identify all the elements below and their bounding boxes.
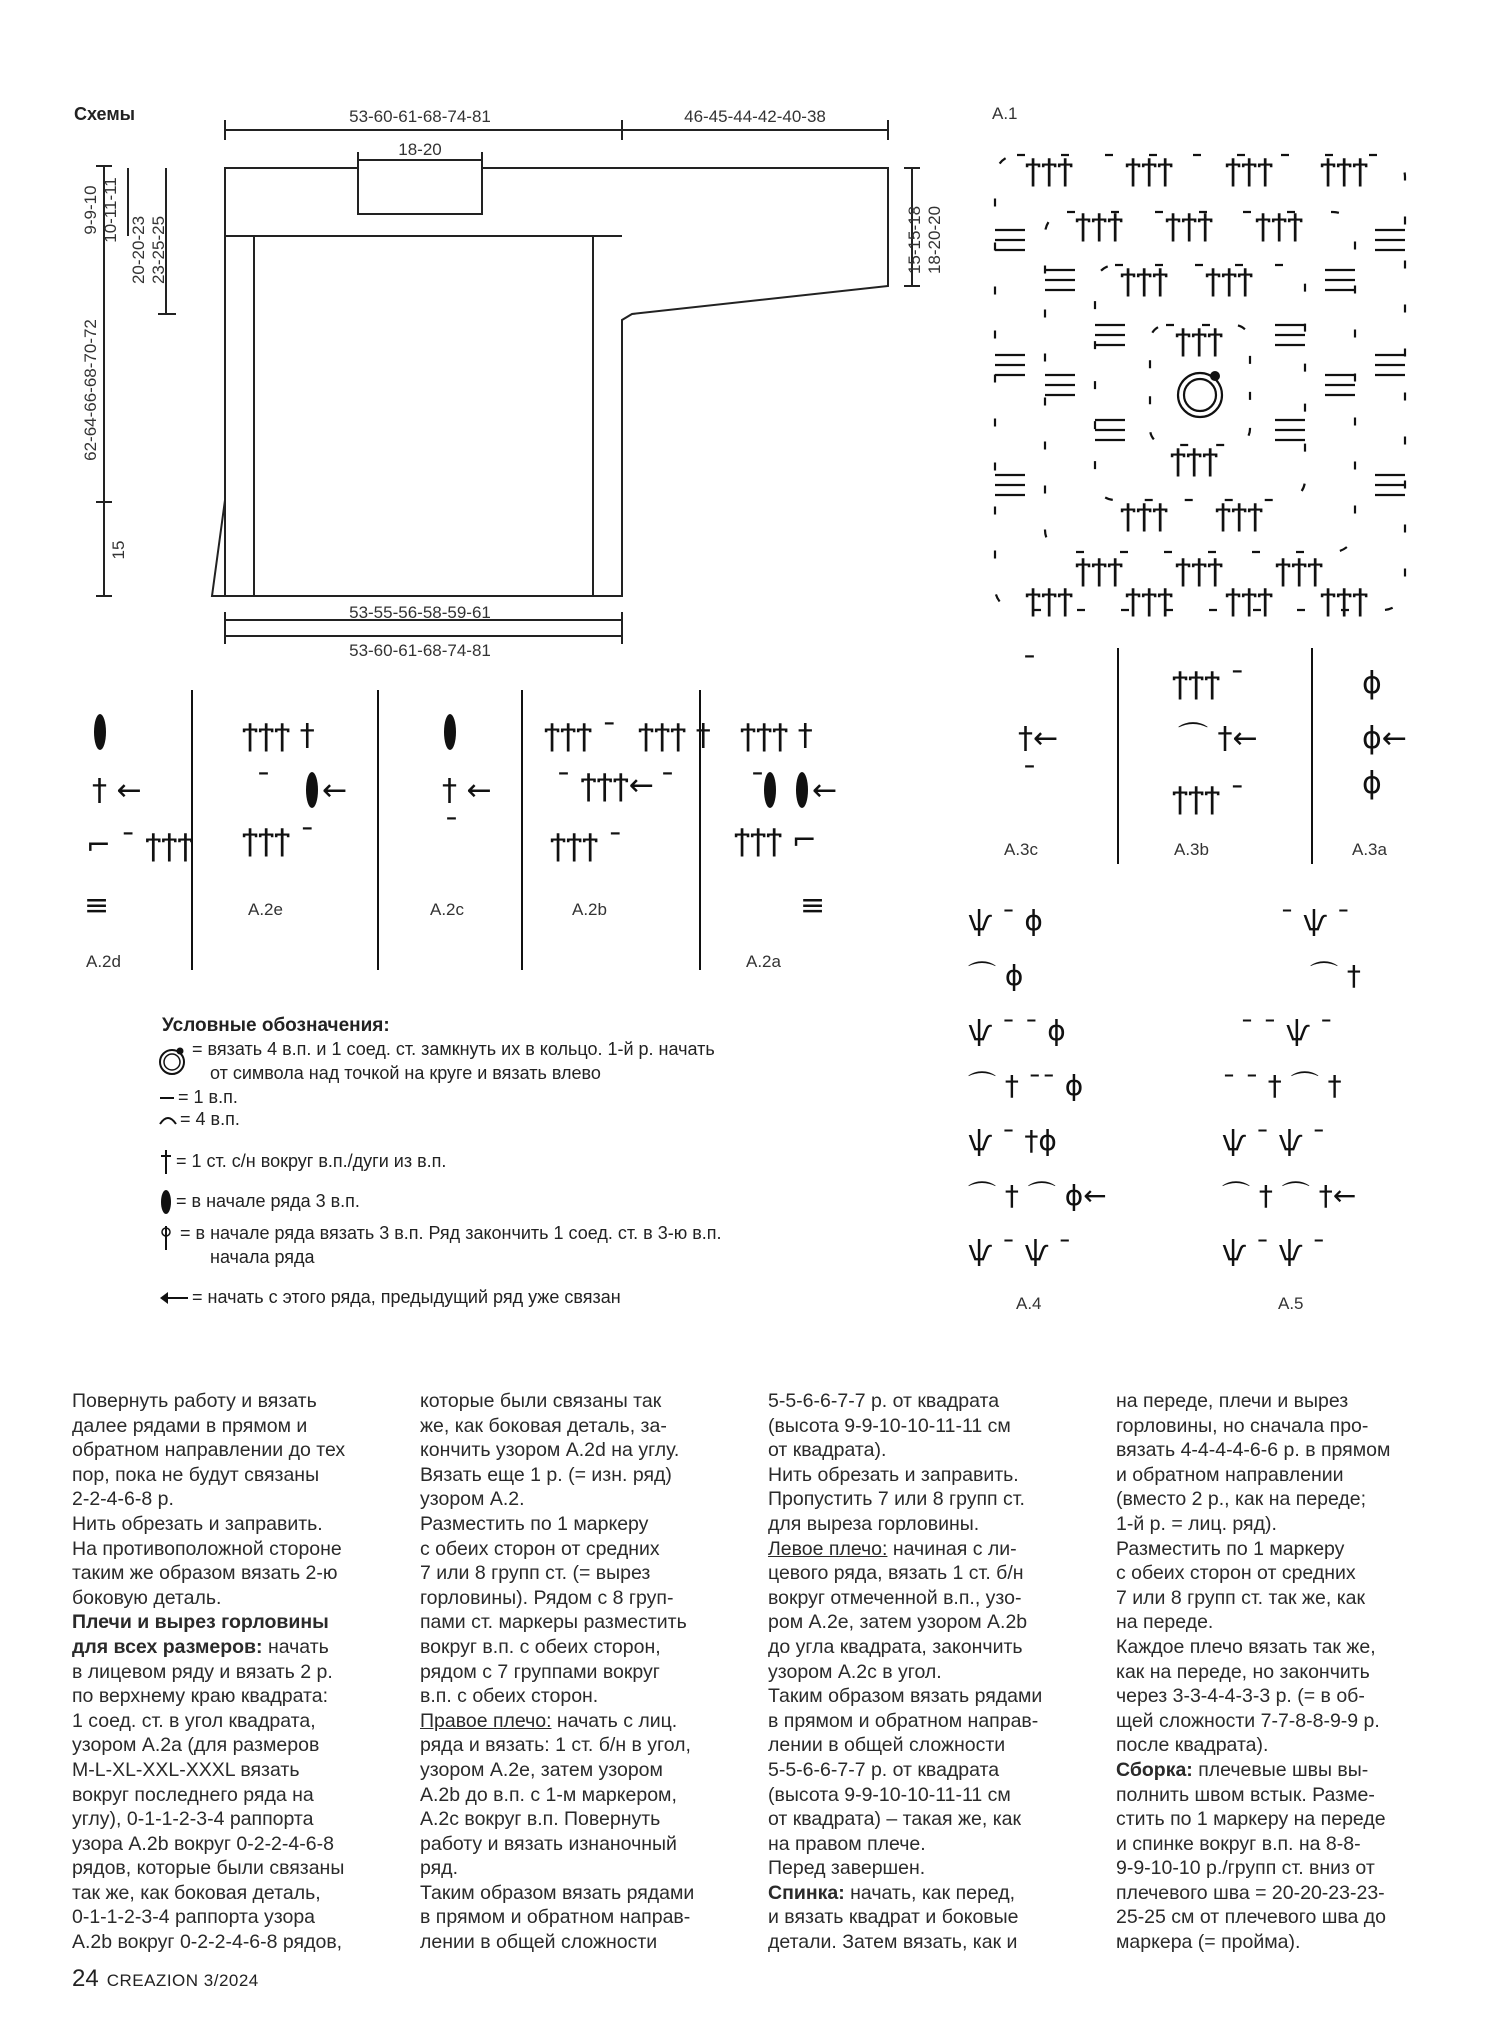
svg-text:ϯϯϯ: ϯϯϯ bbox=[1165, 208, 1214, 243]
svg-text:←: ← bbox=[812, 773, 838, 808]
svg-text:ϯϯϯ: ϯϯϯ bbox=[1170, 443, 1219, 478]
para-line: На противоположной стороне bbox=[72, 1537, 342, 1560]
svg-text:ϕ←: ϕ← bbox=[1362, 721, 1407, 756]
para-line: вокруг в.п. с обеих сторон, bbox=[420, 1635, 661, 1658]
para-line: на правом плече. bbox=[768, 1832, 926, 1855]
para-line: начать bbox=[262, 1635, 329, 1658]
svg-text:ϯϯϯ: ϯϯϯ bbox=[1125, 583, 1174, 618]
para-line: 0-1-1-2-3-4 раппорта узора bbox=[72, 1906, 316, 1929]
para-line: с обеих сторон от средних bbox=[1116, 1562, 1356, 1585]
svg-text:ϯϯϯ: ϯϯϯ bbox=[1205, 263, 1254, 298]
svg-text:ϯϯϯ: ϯϯϯ bbox=[1225, 583, 1274, 618]
svg-text:⌒ † ¯¯ ϕ: ⌒ † ¯¯ ϕ bbox=[968, 1069, 1084, 1102]
section-heading-back: Спинка: bbox=[768, 1881, 845, 1904]
para-line: работу и вязать изнаночный bbox=[420, 1832, 677, 1855]
charts-a2 bbox=[60, 690, 711, 970]
para-line: далее рядами в прямом и bbox=[72, 1414, 308, 1437]
legend-start-text: = в начале ряда вязать 3 в.п. Ряд закончить 1 соед. ст. в 3-ю в.п. bbox=[180, 1223, 722, 1243]
para-line: A.2b вокруг 0-2-2-4-6-8 рядов, bbox=[72, 1931, 343, 1954]
text-column-3 bbox=[768, 1389, 1098, 1955]
svg-text:ϯϯϯ: ϯϯϯ bbox=[1225, 153, 1274, 188]
para-line: в прямом и обратном направ- bbox=[768, 1709, 1039, 1732]
para-line: пами ст. маркеры разместить bbox=[420, 1611, 687, 1634]
svg-text:⌒ †←: ⌒ †← bbox=[1178, 721, 1258, 756]
para-line: рядов, которые были связаны bbox=[72, 1857, 345, 1880]
svg-text:ϯϯϯ: ϯϯϯ bbox=[1175, 553, 1224, 588]
para-line: (высота 9-9-10-10-11-11 см bbox=[768, 1783, 1011, 1806]
para-line: A.2c вокруг в.п. Повернуть bbox=[420, 1808, 661, 1831]
svg-text:ѱ ¯ ѱ ¯: ѱ ¯ ѱ ¯ bbox=[1222, 1234, 1326, 1267]
para-line: вязать 4-4-4-4-6-6 р. в прямом bbox=[1116, 1439, 1391, 1462]
svg-text:ϯϯϯ †: ϯϯϯ † bbox=[638, 718, 711, 753]
svg-text:¯ ϯϯϯ←: ¯ ϯϯϯ← bbox=[556, 768, 654, 803]
text-column-1 bbox=[72, 1389, 402, 1955]
svg-text:⌐ ¯ ϯϯϯ: ⌐ ¯ ϯϯϯ bbox=[86, 828, 194, 863]
chart-a1-label: A.1 bbox=[992, 104, 1018, 123]
para-line: 9-9-10-10 р./групп ст. вниз от bbox=[1116, 1857, 1375, 1880]
svg-text:ϕ: ϕ bbox=[1362, 666, 1382, 701]
svg-text:ϯϯϯ: ϯϯϯ bbox=[1125, 153, 1174, 188]
chart-a3a-label: A.3a bbox=[1352, 840, 1387, 859]
legend-title: Условные обозначения: bbox=[162, 1015, 390, 1036]
para-line: вокруг последнего ряда на bbox=[72, 1783, 314, 1806]
para-line: и спинке вокруг в.п. на 8-8- bbox=[1116, 1832, 1361, 1855]
para-line: (вместо 2 р., как на переде; bbox=[1116, 1488, 1367, 1511]
para-line: же, как боковая деталь, за- bbox=[420, 1414, 667, 1437]
para-line: горловины, но сначала про- bbox=[1116, 1414, 1369, 1437]
para-line: 25-25 см от плечевого шва до bbox=[1116, 1906, 1386, 1929]
svg-text:ѱ ¯ ϕ: ѱ ¯ ϕ bbox=[968, 904, 1043, 937]
section-heading-shoulders: Плечи и вырез горловины bbox=[72, 1611, 329, 1634]
para-line: 7 или 8 групп ст. (= вырез bbox=[420, 1562, 651, 1585]
para-line: 5-5-6-6-7-7 р. от квадрата bbox=[768, 1758, 1000, 1781]
svg-text:ϕ: ϕ bbox=[1362, 766, 1382, 801]
para-line: плечевого шва = 20-20-23-23- bbox=[1116, 1881, 1385, 1904]
para-line: боковую деталь. bbox=[72, 1586, 222, 1609]
para-line: цевого ряда, вязать 1 ст. б/н bbox=[768, 1562, 1024, 1585]
bottom-width-inner-label: 53-55-56-58-59-61 bbox=[349, 603, 491, 622]
svg-text:ϯϯϯ ⌐: ϯϯϯ ⌐ bbox=[734, 823, 817, 858]
svg-text:ѱ ¯ ¯ ϕ: ѱ ¯ ¯ ϕ bbox=[968, 1014, 1066, 1047]
svg-text:ϯϯϯ ¯: ϯϯϯ ¯ bbox=[550, 828, 623, 863]
para-line: которые были связаны так bbox=[420, 1390, 662, 1412]
para-line: на переде, плечи и вырез bbox=[1116, 1390, 1349, 1412]
para-line: Повернуть работу и вязать bbox=[72, 1390, 317, 1412]
legend-dc-text: = 1 ст. с/н вокруг в.п./дуги из в.п. bbox=[176, 1151, 447, 1171]
para-line: с обеих сторон от средних bbox=[420, 1537, 660, 1560]
text-column-2 bbox=[420, 1389, 750, 1955]
para-line: Разместить по 1 маркеру bbox=[1116, 1537, 1345, 1560]
para-line: узором A.2c в угол. bbox=[768, 1660, 942, 1683]
para-line: по верхнему краю квадрата: bbox=[72, 1685, 328, 1708]
chart-a2c-label: A.2c bbox=[430, 900, 465, 919]
svg-text:¯: ¯ bbox=[444, 813, 459, 848]
svg-text:ϯϯϯ: ϯϯϯ bbox=[1120, 263, 1169, 298]
para-line: 1-й р. = лиц. ряд). bbox=[1116, 1512, 1277, 1535]
svg-text:†←: †← bbox=[1018, 721, 1059, 756]
para-line: так же, как боковая деталь, bbox=[72, 1881, 321, 1904]
para-line: полнить швом встык. Разме- bbox=[1116, 1783, 1375, 1806]
section-subheading: для всех размеров: bbox=[72, 1635, 263, 1658]
para-line: рядом с 7 группами вокруг bbox=[420, 1660, 660, 1683]
shoulder-height-label: 9-9-10 10-11-11 bbox=[81, 177, 120, 243]
chart-a4-label: A.4 bbox=[1016, 1294, 1042, 1313]
svg-text:ϯϯϯ: ϯϯϯ bbox=[1275, 553, 1324, 588]
legend-start-text2: начала ряда bbox=[210, 1247, 315, 1267]
svg-text:ϯϯϯ: ϯϯϯ bbox=[1075, 208, 1124, 243]
sleeve-length-label: 46-45-44-42-40-38 bbox=[684, 107, 826, 126]
chart-a5-label: A.5 bbox=[1278, 1294, 1304, 1313]
svg-text:¯: ¯ bbox=[256, 768, 271, 803]
para-line: в лицевом ряду и вязать 2 р. bbox=[72, 1660, 333, 1683]
chart-a2a bbox=[700, 690, 870, 923]
para-line: стить по 1 маркеру на переде bbox=[1116, 1808, 1386, 1831]
bottom-width-outer-label: 53-60-61-68-74-81 bbox=[349, 641, 491, 660]
section-heading-left-shoulder: Левое плечо: bbox=[768, 1537, 888, 1560]
para-line: на переде. bbox=[1116, 1611, 1214, 1634]
svg-text:≡: ≡ bbox=[84, 888, 110, 923]
para-line: от квадрата). bbox=[768, 1439, 887, 1462]
legend-arc-text: = 4 в.п. bbox=[180, 1109, 240, 1129]
para-line: узором A.2. bbox=[420, 1488, 525, 1511]
magazine-name: CREAZION 3/2024 bbox=[106, 1971, 259, 1990]
para-line: 7 или 8 групп ст. так же, как bbox=[1116, 1586, 1366, 1609]
chart-a1 bbox=[985, 140, 1435, 620]
para-line: начать, как перед, bbox=[844, 1881, 1016, 1904]
page-footer bbox=[72, 1965, 259, 1993]
svg-text:† ←: † ← bbox=[442, 773, 492, 808]
para-line: ряд. bbox=[420, 1857, 458, 1880]
para-line: щей сложности 7-7-8-8-9-9 р. bbox=[1116, 1709, 1380, 1732]
para-line: углу), 0-1-1-2-3-4 раппорта bbox=[72, 1808, 314, 1831]
chart-a3b-label: A.3b bbox=[1174, 840, 1209, 859]
para-line: таким же образом вязать 2-ю bbox=[72, 1562, 338, 1585]
legend-ring-text2: от символа над точкой на круге и вязать влево bbox=[210, 1063, 601, 1083]
para-line: 1 соед. ст. в угол квадрата, bbox=[72, 1709, 316, 1732]
legend-oval-text: = в начале ряда 3 в.п. bbox=[176, 1191, 360, 1211]
body-length-label: 62-64-66-68-70-72 bbox=[81, 319, 100, 461]
para-line: Нить обрезать и заправить. bbox=[72, 1512, 323, 1535]
para-line: для выреза горловины. bbox=[768, 1512, 980, 1535]
para-line: Таким образом вязать рядами bbox=[420, 1881, 695, 1904]
svg-text:ϯϯϯ: ϯϯϯ bbox=[1320, 153, 1369, 188]
svg-text:≡: ≡ bbox=[800, 888, 826, 923]
svg-text:ϯϯϯ: ϯϯϯ bbox=[1215, 498, 1264, 533]
para-line: и обратном направлении bbox=[1116, 1463, 1344, 1486]
para-line: горловины). Рядом с 8 груп- bbox=[420, 1586, 674, 1609]
para-line: начиная с ли- bbox=[887, 1537, 1017, 1560]
svg-text:ϯϯϯ: ϯϯϯ bbox=[1120, 498, 1169, 533]
para-line: вокруг отмеченной в.п., узо- bbox=[768, 1586, 1022, 1609]
para-line: детали. Затем вязать, как и bbox=[768, 1931, 1018, 1954]
para-line: узора A.2b вокруг 0-2-2-4-6-8 bbox=[72, 1832, 334, 1855]
para-line: Пропустить 7 или 8 групп ст. bbox=[768, 1488, 1025, 1511]
svg-text:¯: ¯ bbox=[750, 768, 765, 803]
para-line: A.2b до в.п. с 1-м маркером, bbox=[420, 1783, 677, 1806]
chart-a2b-label: A.2b bbox=[572, 900, 607, 919]
svg-text:ϯϯϯ ¯: ϯϯϯ ¯ bbox=[242, 823, 315, 858]
para-line: в.п. с обеих сторон. bbox=[420, 1685, 599, 1708]
svg-text:←: ← bbox=[322, 773, 348, 808]
para-line: пор, пока не будут связаны bbox=[72, 1463, 320, 1486]
svg-text:ϯϯϯ †: ϯϯϯ † bbox=[242, 718, 315, 753]
para-line: в прямом и обратном направ- bbox=[420, 1906, 691, 1929]
section-heading-assembly: Сборка: bbox=[1116, 1758, 1193, 1781]
para-line: Каждое плечо вязать так же, bbox=[1116, 1635, 1376, 1658]
para-line: лении в общей сложности bbox=[420, 1931, 658, 1954]
para-line: кончить узором A.2d на углу. bbox=[420, 1439, 680, 1462]
para-line: Нить обрезать и заправить. bbox=[768, 1463, 1019, 1486]
chart-a2e-label: A.2e bbox=[248, 900, 283, 919]
svg-text:ϯϯϯ ¯: ϯϯϯ ¯ bbox=[544, 718, 617, 753]
svg-text:¯: ¯ bbox=[660, 768, 675, 803]
para-line: Перед завершен. bbox=[768, 1857, 926, 1880]
para-line: плечевые швы вы- bbox=[1192, 1758, 1369, 1781]
charts-a3 bbox=[990, 648, 1420, 868]
svg-text:ϯϯϯ †: ϯϯϯ † bbox=[740, 718, 813, 753]
sleeve-width-label: 15-15-18 18-20-20 bbox=[905, 205, 944, 275]
para-line: Таким образом вязать рядами bbox=[768, 1685, 1043, 1708]
svg-text:⌒ † ⌒ †←: ⌒ † ⌒ †← bbox=[1222, 1179, 1357, 1212]
schemes-heading: Схемы bbox=[74, 104, 136, 124]
section-heading-right-shoulder: Правое плечо: bbox=[420, 1709, 552, 1732]
legend-arrow-text: = начать с этого ряда, предыдущий ряд уже связан bbox=[192, 1287, 621, 1307]
para-line: 5-5-6-6-7-7 р. от квадрата bbox=[768, 1390, 1000, 1412]
arrow-left-icon bbox=[158, 1286, 194, 1308]
legend-ring-text: = вязать 4 в.п. и 1 соед. ст. замкнуть их в кольцо. 1-й р. начать bbox=[192, 1039, 715, 1059]
armhole-height-label: 20-20-23 23-25-25 bbox=[129, 215, 168, 285]
svg-text:ϯϯϯ ¯: ϯϯϯ ¯ bbox=[1172, 666, 1245, 701]
para-line: начать с лиц. bbox=[551, 1709, 678, 1732]
page-number: 24 bbox=[72, 1965, 99, 1992]
text-column-4 bbox=[1116, 1389, 1456, 1955]
chart-a2d-label: A.2d bbox=[86, 952, 121, 971]
neck-width-label: 18-20 bbox=[398, 140, 442, 159]
svg-text:ѱ ¯ ѱ ¯: ѱ ¯ ѱ ¯ bbox=[968, 1234, 1072, 1267]
para-line: как на переде, но закончить bbox=[1116, 1660, 1370, 1683]
svg-text:ϯϯϯ: ϯϯϯ bbox=[1175, 323, 1224, 358]
top-width-label: 53-60-61-68-74-81 bbox=[349, 107, 491, 126]
svg-text:⌒ †: ⌒ † bbox=[1310, 959, 1361, 992]
para-line: M-L-XL-XXL-XXXL вязать bbox=[72, 1758, 300, 1781]
chart-a3c-label: A.3c bbox=[1004, 840, 1039, 859]
chart-a2a-label: A.2a bbox=[746, 952, 781, 971]
svg-text:ϯϯϯ: ϯϯϯ bbox=[1025, 583, 1074, 618]
svg-text:⌒ † ⌒ ϕ←: ⌒ † ⌒ ϕ← bbox=[968, 1179, 1107, 1212]
para-line: лении в общей сложности bbox=[768, 1734, 1006, 1757]
svg-text:¯: ¯ bbox=[1022, 651, 1037, 686]
para-line: узором A.2e, затем узором bbox=[420, 1758, 663, 1781]
svg-text:ϯϯϯ ¯: ϯϯϯ ¯ bbox=[1172, 781, 1245, 816]
svg-text:⌒ ϕ: ⌒ ϕ bbox=[968, 959, 1024, 992]
garment-schematic bbox=[0, 0, 960, 680]
charts-a4-a5 bbox=[960, 900, 1440, 1290]
para-line: обратном направлении до тех bbox=[72, 1439, 346, 1462]
para-line: после квадрата). bbox=[1116, 1734, 1269, 1757]
para-line: (высота 9-9-10-10-11-11 см bbox=[768, 1414, 1011, 1437]
para-line: от квадрата) – такая же, как bbox=[768, 1808, 1022, 1831]
svg-text:ѱ ¯ †ϕ: ѱ ¯ †ϕ bbox=[968, 1124, 1057, 1157]
rib-height-label: 15 bbox=[109, 540, 128, 560]
para-line: Разместить по 1 маркеру bbox=[420, 1512, 649, 1535]
svg-text:† ←: † ← bbox=[92, 773, 142, 808]
svg-text:ѱ ¯ ѱ ¯: ѱ ¯ ѱ ¯ bbox=[1222, 1124, 1326, 1157]
svg-text:ϯϯϯ: ϯϯϯ bbox=[1255, 208, 1304, 243]
svg-text:ϯϯϯ: ϯϯϯ bbox=[1320, 583, 1369, 618]
svg-text:ϯϯϯ: ϯϯϯ bbox=[1075, 553, 1124, 588]
svg-text:¯ ѱ ¯: ¯ ѱ ¯ bbox=[1280, 904, 1351, 937]
para-line: ряда и вязать: 1 ст. б/н в угол, bbox=[420, 1734, 691, 1757]
para-line: ром A.2e, затем узором A.2b bbox=[768, 1611, 1028, 1634]
para-line: маркера (= пройма). bbox=[1116, 1931, 1301, 1954]
para-line: узором A.2a (для размеров bbox=[72, 1734, 320, 1757]
svg-text:¯ ¯ † ⌒ †: ¯ ¯ † ⌒ † bbox=[1222, 1069, 1342, 1102]
para-line: и вязать квадрат и боковые bbox=[768, 1906, 1019, 1929]
para-line: 2-2-4-6-8 р. bbox=[72, 1488, 174, 1511]
ring-icon bbox=[158, 1038, 192, 1088]
para-line: через 3-3-4-4-3-3 р. (= в об- bbox=[1116, 1685, 1365, 1708]
svg-text:ϯϯϯ: ϯϯϯ bbox=[1025, 153, 1074, 188]
para-line: Вязать еще 1 р. (= изн. ряд) bbox=[420, 1463, 672, 1486]
para-line: до угла квадрата, закончить bbox=[768, 1635, 1023, 1658]
svg-text:¯ ¯ ѱ ¯: ¯ ¯ ѱ ¯ bbox=[1240, 1014, 1334, 1047]
svg-text:¯: ¯ bbox=[1022, 761, 1037, 796]
legend-chain-text: = 1 в.п. bbox=[178, 1087, 238, 1107]
